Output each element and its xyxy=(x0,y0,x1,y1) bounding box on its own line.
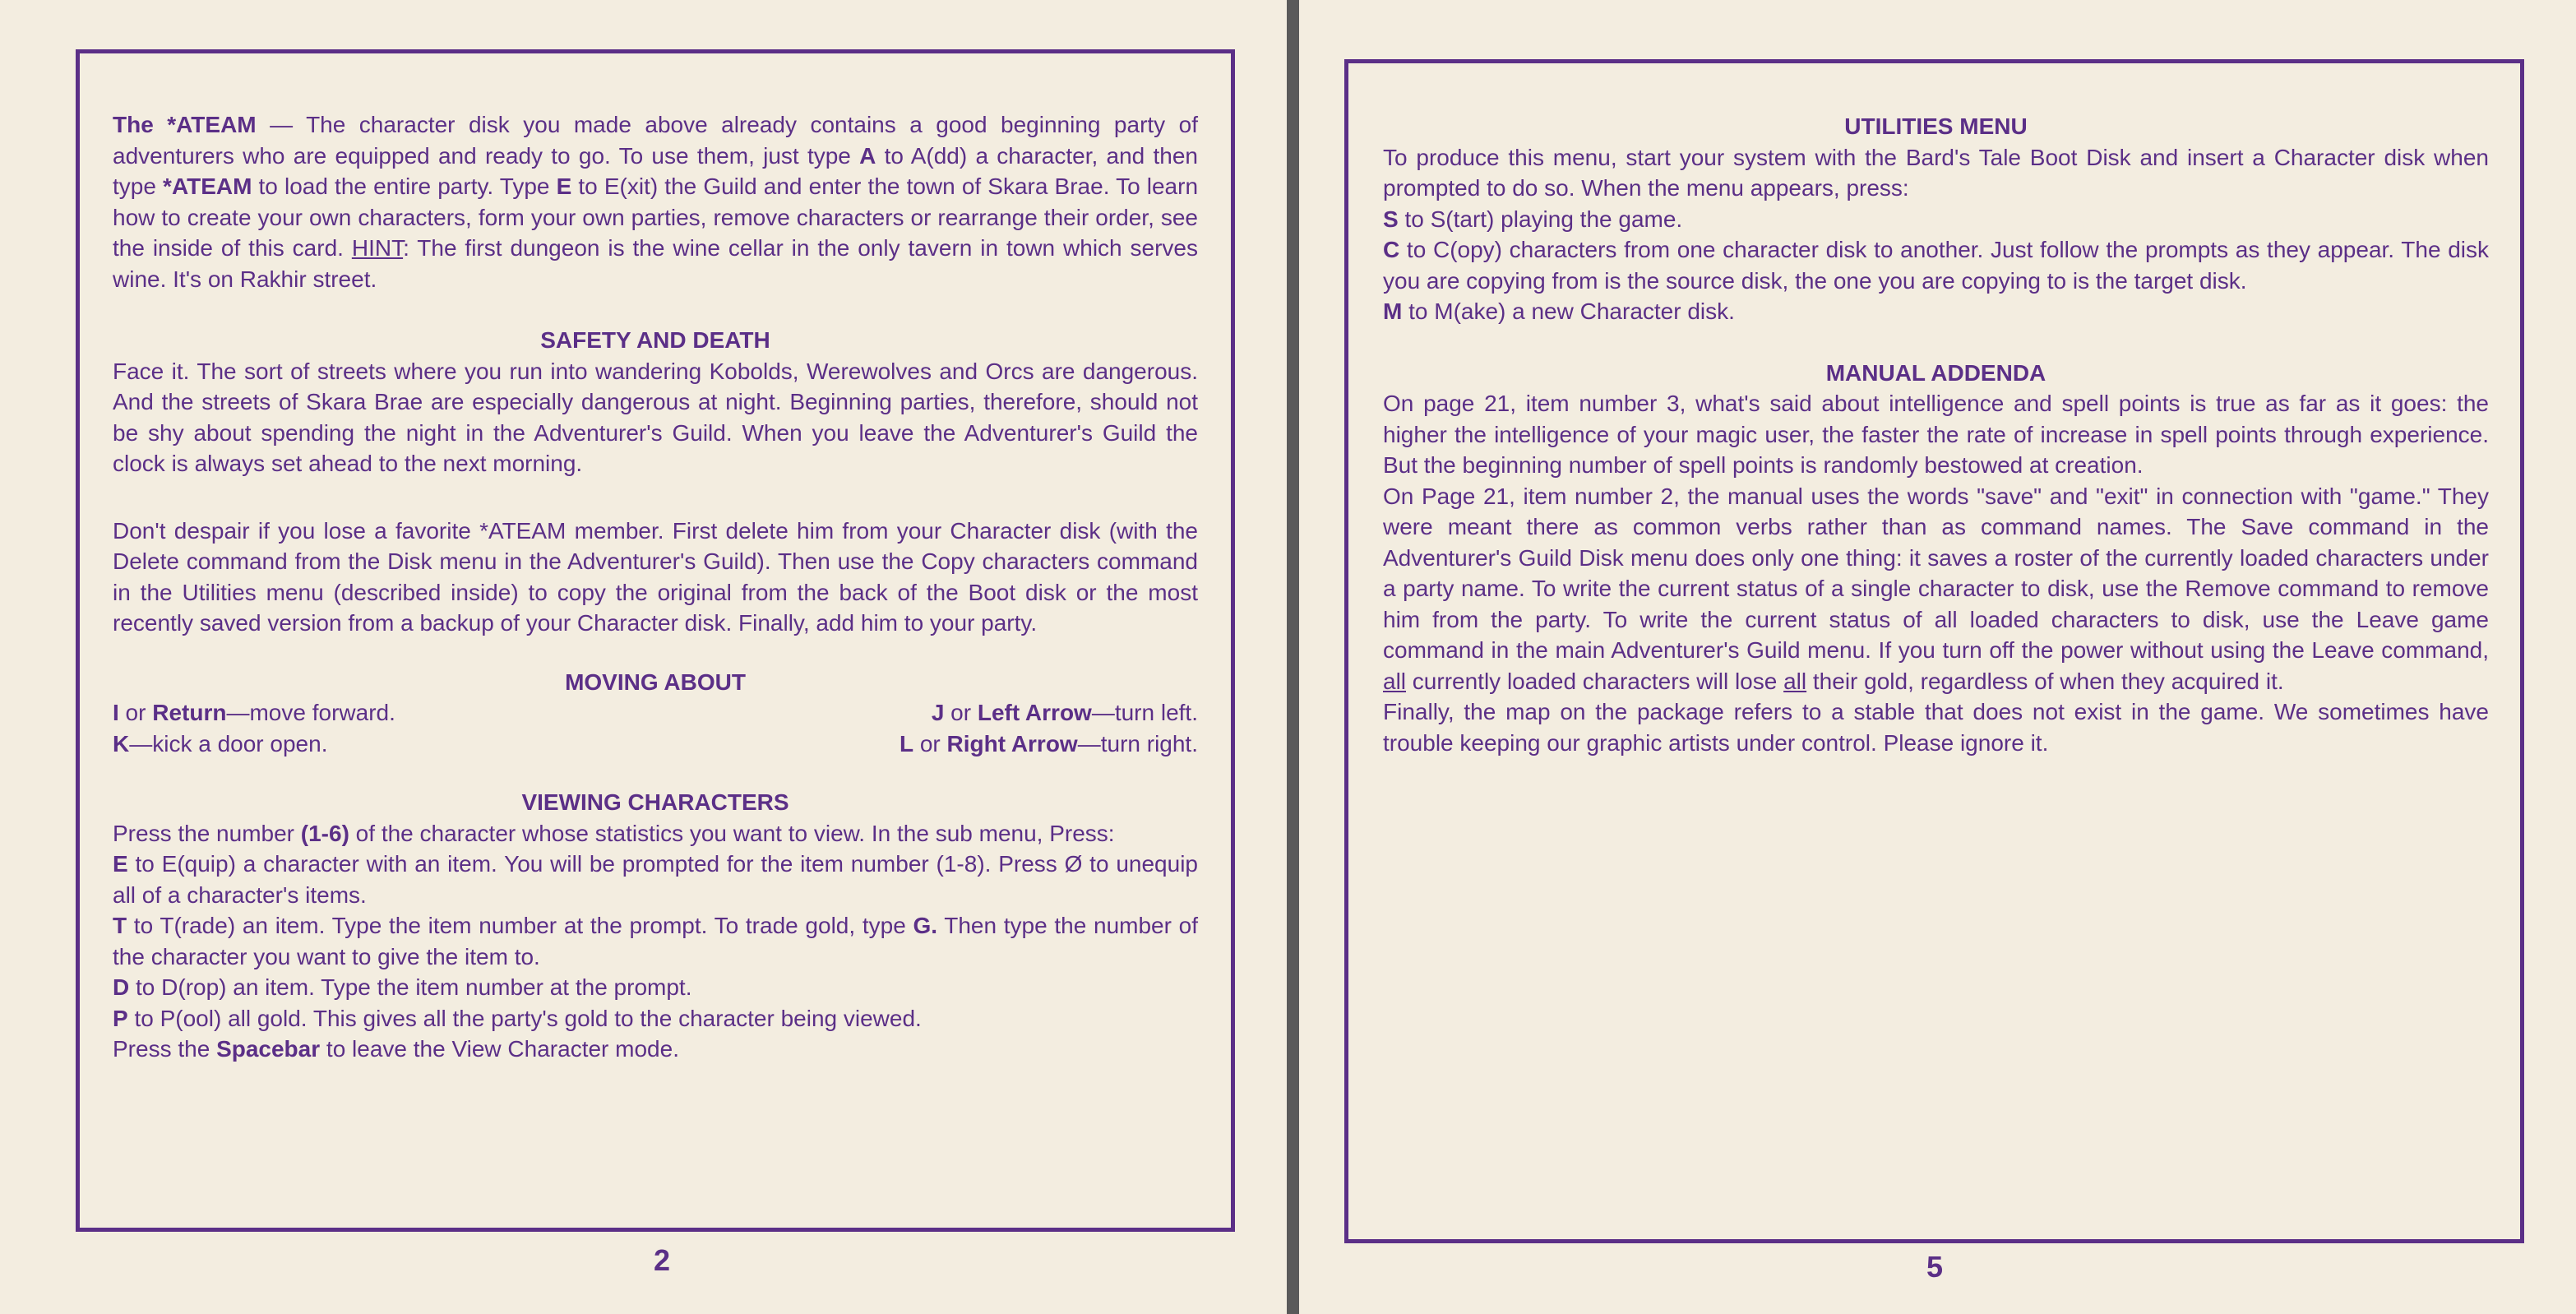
kick-door-text: K—kick a door open. xyxy=(113,730,328,756)
drop-command: D to D(rop) an item. Type the item number at the prompt. xyxy=(113,974,692,1000)
left-page-frame xyxy=(76,49,1235,1232)
right-page-number: 5 xyxy=(1926,1250,1944,1284)
moving-row-2 xyxy=(113,729,1198,760)
safety-heading: SAFETY AND DEATH xyxy=(540,327,770,353)
left-page-content xyxy=(113,109,1198,1065)
viewing-heading: VIEWING CHARACTERS xyxy=(521,789,789,815)
safety-paragraph-1: Face it. The sort of streets where you run into wandering Kobolds, Werewolves and Orcs are dangerous. And the streets of Skara Brae are especially dangerous at night. Beginning parties, therefore, should not be shy about spending the night in the Adventurer's Guild. When you leave the Adventurer's Guild the clock is always set ahead to the next morning. xyxy=(113,358,1198,476)
turn-left-text: J or Left Arrow—turn left. xyxy=(931,700,1198,725)
utilities-intro: To produce this menu, start your system with the Bard's Tale Boot Disk and insert a Character disk when prompted to do so. When the menu appears, press: xyxy=(1383,144,2489,201)
hint-label: HINT xyxy=(351,235,404,261)
safety-paragraph-2: Don't despair if you lose a favorite *ATEAM member. First delete him from your Character disk (with the Delete command from the Disk menu in the Adventurer's Guild). Then use the Copy characters command in the Utilities menu (described inside) to copy the original from the back of the Boot disk or the most recently saved version from a backup of your Character disk. Finally, add him to your party. xyxy=(113,517,1198,636)
addenda-paragraph-3: Finally, the map on the package refers to a stable that does not exist in the game. We sometimes have trouble keeping our graphic artists under control. Please ignore it. xyxy=(1383,699,2489,756)
addenda-paragraph-1: On page 21, item number 3, what's said about intelligence and spell points is true as far as it goes: the higher the intelligence of your magic user, the faster the rate of increase in spell points through experience. But the beginning number of spell points is randomly bestowed at creation. xyxy=(1383,391,2489,478)
utilities-heading: UTILITIES MENU xyxy=(1844,113,2028,139)
moving-heading: MOVING ABOUT xyxy=(565,669,746,695)
ateam-intro-paragraph: The *ATEAM — The character disk you made above already contains a good beginning party of adventurers who are equipped and ready to go. To use them, just type A to A(dd) a character, and then type *ATEAM to load the entire party. Type E to E(xit) the Guild and enter the town of Skara Brae. To learn how to create your own characters, form your own parties, remove characters or rearrange their order, see the inside of this card. HINT: The first dungeon is the wine cellar in the only tavern in town which serves wine. It's on Rakhir street. xyxy=(113,112,1199,292)
right-page xyxy=(1299,0,2576,1314)
moving-row-1 xyxy=(113,697,1198,729)
turn-right-text: L or Right Arrow—turn right. xyxy=(899,730,1198,756)
make-command: M to M(ake) a new Character disk. xyxy=(1383,298,1735,324)
left-page-number: 2 xyxy=(654,1243,671,1277)
start-command: S to S(tart) playing the game. xyxy=(1383,206,1683,232)
move-forward-text: I or Return—move forward. xyxy=(113,700,395,725)
viewing-intro: Press the number (1-6) of the character whose statistics you want to view. In the sub menu, Press: xyxy=(113,820,1115,846)
equip-command: E to E(quip) a character with an item. You will be prompted for the item number (1-8). Press Ø to unequip all of a character's items. xyxy=(113,851,1198,908)
trade-command: T to T(rade) an item. Type the item number at the prompt. To trade gold, type G. Then type the number of the character you want to give the item to. xyxy=(113,913,1198,969)
copy-command: C to C(opy) characters from one character disk to another. Just follow the prompts as they appear. The disk you are copying from is the source disk, the one you are copying to is the target disk. xyxy=(1383,237,2489,294)
spacebar-command: Press the Spacebar to leave the View Character mode. xyxy=(113,1036,679,1062)
right-page-content xyxy=(1383,111,2489,758)
addenda-paragraph-2: On Page 21, item number 2, the manual uses the words "save" and "exit" in connection with "game." They were meant there as common verbs rather than as command names. The Save command in the Adventurer's Guild Disk menu does only one thing: it saves a roster of the currently loaded characters under a party name. To write the current status of a single character to disk, use the Remove command to remove him from the party. To write the current status of all loaded characters to disk, use the Leave game command in the main Adventurer's Guild menu. If you turn off the power without using the Leave command, all currently loaded characters will lose all their gold, regardless of when they acquired it. xyxy=(1383,483,2489,694)
ateam-lead: The *ATEAM xyxy=(113,112,257,137)
right-page-frame xyxy=(1344,59,2524,1243)
addenda-heading: MANUAL ADDENDA xyxy=(1825,359,2046,386)
pool-command: P to P(ool) all gold. This gives all the party's gold to the character being viewed. xyxy=(113,1005,922,1031)
left-page xyxy=(0,0,1287,1314)
